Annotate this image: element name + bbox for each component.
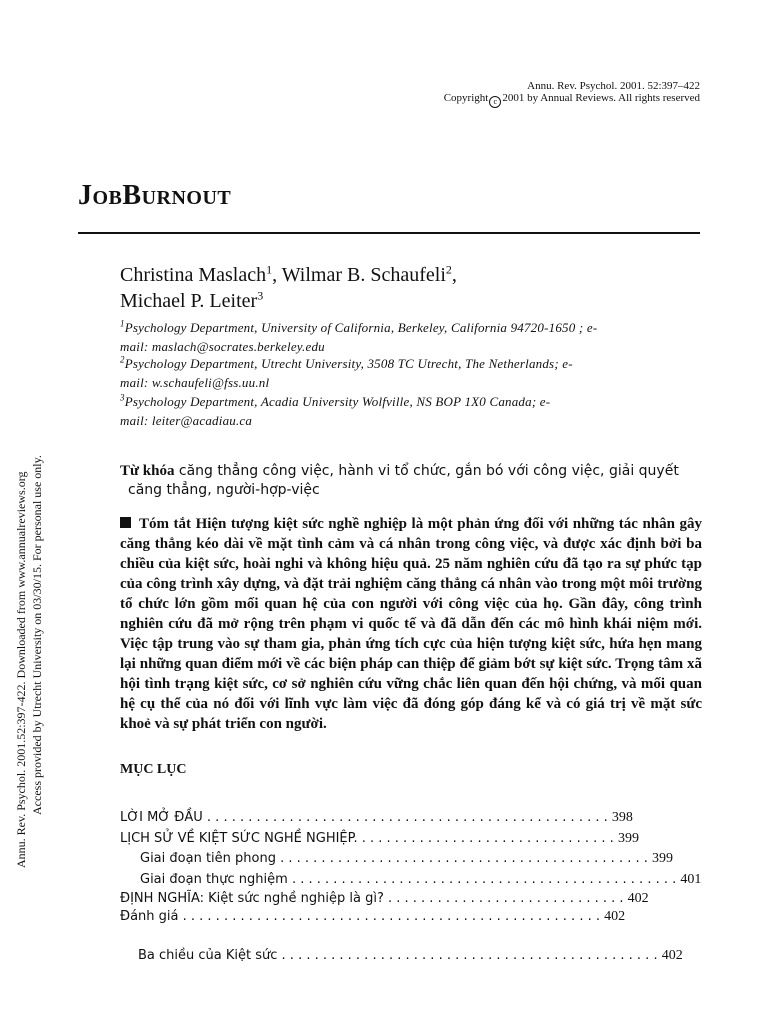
toc-entry[interactable]: [120, 891, 649, 907]
toc-entry-dots: . . . . . . . . . . . . . . . . . . . . . . . . . . . . . . . . . . . . . . . . . . . . . .: [277, 948, 662, 963]
affiliation-marker: 3: [120, 392, 125, 403]
affiliation: [120, 354, 705, 392]
affiliation-line: Psychology Department, University of California, Berkeley, California 94720-1650 ; e-: [124, 320, 598, 335]
toc-entry-label: Giai đoạn tiên phong: [140, 851, 276, 866]
title-first-cap: J: [78, 180, 93, 211]
abstract-label: Tóm tắt: [139, 516, 192, 532]
title-second-rest: URNOUT: [141, 187, 232, 209]
toc-entry-page: 402: [604, 909, 626, 924]
toc-entry-dots: . . . . . . . . . . . . . . . . . . . . . . . . . . . . . . . .: [353, 831, 618, 846]
toc-entry-label: Giai đoạn thực nghiệm: [140, 872, 288, 887]
author-affiliation-marker: 2: [445, 262, 452, 277]
author-affiliation-marker: 1: [266, 262, 273, 277]
download-notice-line: Annu. Rev. Psychol. 2001.52:397-422. Downloaded from www.annualreviews.org: [14, 471, 28, 868]
toc-entry-dots: . . . . . . . . . . . . . . . . . . . . . . . . . . . . . . . . . . . . . . . . . . . . . . . . .: [202, 810, 612, 825]
title-divider: [78, 232, 700, 234]
toc-entry[interactable]: [120, 909, 625, 925]
toc-entry-label: Đánh giá: [120, 909, 179, 924]
author-name: Michael P. Leiter: [120, 290, 258, 312]
toc-entry[interactable]: [120, 831, 639, 847]
copyright-line: [444, 92, 700, 108]
toc-entry-label: Ba chiều của Kiệt sức: [138, 948, 278, 963]
access-notice-line: Access provided by Utrecht University on 03/30/15. For personal use only.: [30, 455, 44, 815]
author-affiliation-marker: 3: [257, 288, 264, 303]
toc-entry-page: 398: [611, 810, 633, 825]
toc-heading: MỤC LỤC: [120, 762, 187, 777]
author-name: Wilmar B. Schaufeli: [281, 264, 446, 286]
title-first-rest: OB: [92, 187, 123, 209]
toc-entry[interactable]: [120, 810, 633, 826]
toc-entry-label: ĐỊNH NGHĨA: Kiệt sức nghề nghiệp là gì?: [120, 891, 384, 906]
title-second-cap: B: [122, 180, 142, 211]
copyright-prefix: Copyright: [443, 92, 489, 104]
toc-entry-dots: . . . . . . . . . . . . . . . . . . . . . . . . . . . . . . . . . . . . . . . . . . . . . . .: [287, 872, 681, 887]
toc-entry-dots: . . . . . . . . . . . . . . . . . . . . . . . . . . . . .: [383, 891, 628, 906]
download-notice-sidebar: [8, 0, 48, 1024]
square-bullet-icon: [120, 517, 131, 528]
keywords-label: Từ khóa: [120, 463, 175, 479]
abstract: [120, 514, 702, 734]
copyright-icon: c: [489, 96, 501, 108]
toc-entry-page: 402: [661, 948, 683, 963]
toc-entry-page: 402: [627, 891, 649, 906]
affiliation-email: mail: maslach@socrates.berkeley.edu: [120, 339, 325, 354]
journal-citation: Annu. Rev. Psychol. 2001. 52:397–422: [527, 80, 700, 92]
abstract-text: Hiện tượng kiệt sức nghề nghiệp là một phản ứng đối với những tác nhân gây căng thẳng kéo dài về mặt tình cảm và cá nhân trong công việc, và được xác định bởi ba chiều của kiệt sức, hoài nghi và không hiệu quả. 25 năm nghiên cứu đã tạo ra sự phức tạp của công trình xây dựng, và đặt trải nghiệm căng thẳng cá nhân vào trong một môi trường tổ chức lớn gồm mối quan hệ của con người với công việc của họ. Gần đây, công trình nghiên cứu đã mở rộng trên phạm vi quốc tế và đã dẫn đến các mô hình khái niệm mới. Việc tập trung vào sự tham gia, phản ứng tích cực của hiện tượng kiệt sức, hứa hẹn mang lại những quan điểm mới về các biện pháp can thiệp để giảm bớt sự kiệt sức. Trọng tâm xã hội tình trạng kiệt sức, cơ sở nghiên cứu vững chắc liên quan đến hội chứng, và mối quan hệ cụ thể của nó đối với lĩnh vực làm việc đã đóng góp đáng kể và có giá trị về mặt sức khoẻ và sự phát triển con người.: [120, 516, 703, 732]
toc-entry-dots: . . . . . . . . . . . . . . . . . . . . . . . . . . . . . . . . . . . . . . . . . . . . .: [275, 851, 653, 866]
toc-entry[interactable]: [138, 948, 683, 964]
toc-entry-page: 399: [617, 831, 639, 846]
copyright-suffix: 2001 by Annual Reviews. All rights reserved: [502, 92, 700, 104]
page-title: [78, 180, 231, 212]
keywords-line: căng thẳng, người-hợp-việc: [128, 482, 320, 498]
toc-entry-page: 399: [652, 851, 674, 866]
affiliation-email: mail: w.schaufeli@fss.uu.nl: [120, 375, 270, 390]
affiliation-email: mail: leiter@acadiau.ca: [120, 413, 253, 428]
keywords: [120, 462, 710, 500]
affiliation: [120, 392, 705, 430]
affiliation-marker: 2: [120, 354, 125, 365]
keywords-line: căng thẳng công việc, hành vi tổ chức, gắn bó với công việc, giải quyết: [178, 463, 679, 479]
toc-entry-label: LỜI MỞ ĐẦU: [120, 810, 203, 825]
affiliation: [120, 318, 705, 356]
toc-entry-dots: . . . . . . . . . . . . . . . . . . . . . . . . . . . . . . . . . . . . . . . . . . . . . . . . . . .: [178, 909, 605, 924]
toc-entry[interactable]: [140, 851, 673, 867]
toc-entry[interactable]: [140, 872, 701, 888]
affiliation-line: Psychology Department, Acadia University Wolfville, NS BOP 1X0 Canada; e-: [124, 394, 551, 409]
author-list: Christina Maslach$^1$, Wilmar B. Schaufeli$^2$, Michael P. Leiter$^3$: [120, 262, 457, 312]
affiliation-marker: 1: [120, 318, 125, 329]
toc-entry-page: 401: [680, 872, 702, 887]
toc-entry-label: LỊCH SỬ VỀ KIỆT SỨC NGHỀ NGHIỆP: [120, 831, 354, 846]
author-name: Christina Maslach: [120, 264, 267, 286]
affiliation-line: Psychology Department, Utrecht University, 3508 TC Utrecht, The Netherlands; e-: [124, 356, 573, 371]
